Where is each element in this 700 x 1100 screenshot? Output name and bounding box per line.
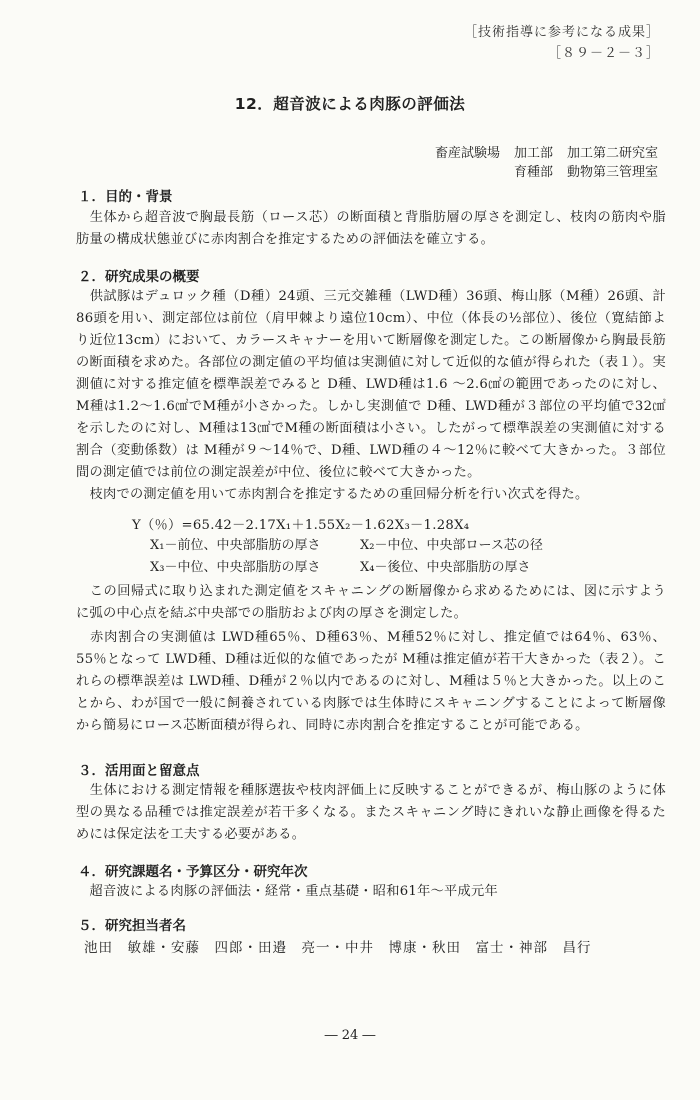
variable-definition: X₁－前位、中央部脂肪の厚さ — [150, 538, 321, 553]
section-heading-researchers: ５．研究担当者名 — [78, 918, 186, 934]
page-number: ― 24 ― — [324, 1028, 376, 1043]
page-title: 12．超音波による肉豚の評価法 — [234, 95, 466, 113]
section-body-usage: 生体における測定情報を種豚選抜や枝肉評価上に反映することができるが、梅山豚のように体型の異なる品種では推定誤差が若干多くなる。またスキャニング時にきれいな静止画像を得るためには保定法を工夫する必要がある。 — [76, 783, 666, 842]
results-paragraph-4: 赤肉割合の実測値は LWD種65％、D種63％、M種52％に対し、推定値では64％、63％、55％となって LWD種、D種は近似的な値であったが M種は推定値が若干大きかった（表２）。これらの標準誤差は LWD種、D種が２％以内であるのに対し、M種は５％と大きかった。以上のことから、わが国で一般に飼養されている肉豚では生体時にスキャニングすることによって断層像から簡易にロース芯断面積が得られ、同時に赤肉割合を推定することが可能である。 — [76, 630, 666, 733]
variable-definition: X₃－中位、中央部脂肪の厚さ — [150, 560, 321, 575]
variable-definition: X₂－中位、中央部ロース芯の径 — [360, 538, 543, 553]
report-tag-number: ［８９－２－３］ — [547, 46, 660, 61]
equation-variables — [150, 535, 543, 579]
affiliation-lab: 加工第二研究室 — [566, 146, 658, 161]
results-paragraph-2: 枝肉での測定値を用いて赤肉割合を推定するための重回帰分析を行い次式を得た。 — [76, 487, 589, 502]
results-paragraph-1: 供試豚はデュロック種（D種）24頭、三元交雑種（LWD種）36頭、梅山豚（M種）26頭、計86頭を用い、測定部位は前位（肩甲棘より遠位10cm）、中位（体長の½部位）、後位（寛結節より近位13cm）において、カラースキャナーを用いて断層像を測定した。この断層像から胸最長筋の断面積を求めた。各部位の測定値の平均値は実測値に対して近似的な値が得られた（表１）。実測値に対する推定値を標準誤差でみると D種、LWD種は1.6 ～2.6㎠の範囲であったのに対し、M種は1.2～1.6㎠でM種が小さかった。しかし実測値で D種、LWD種が３部位の平均値で32㎠を示したのに対し、M種は13㎠でM種の断面積は小さい。したがって標準誤差の実測値に対する割合（変動係数）は M種が９～14％で、D種、LWD種の４～12％に較べて大きかった。３部位間の測定値では前位の測定誤差が中位、後位に較べて大きかった。 — [76, 289, 666, 480]
affiliation-dept: 育種部 — [513, 165, 553, 180]
report-tag — [464, 22, 660, 64]
affiliation-block — [421, 144, 658, 182]
results-paragraph-3: この回帰式に取り込まれた測定値をスキャニングの断層像から求めるためには、図に示すように弧の中心点を結ぶ中央部での脂肪および肉の厚さを測定した。 — [76, 584, 666, 621]
regression-equation: Y（％）=65.42－2.17X₁＋1.55X₂－1.62X₃－1.28X₄ — [132, 518, 470, 533]
affiliation-org: 畜産試験場 — [434, 146, 500, 161]
section-body-project: 超音波による肉豚の評価法・経常・重点基礎・昭和61年～平成元年 — [76, 884, 499, 899]
section-body-purpose: 生体から超音波で胸最長筋（ロース芯）の断面積と背脂肪層の厚さを測定し、枝肉の筋肉や脂肪量の構成状態並びに赤肉割合を推定するための評価法を確立する。 — [76, 210, 666, 247]
section-heading-results: ２．研究成果の概要 — [78, 269, 200, 285]
affiliation-lab: 動物第三管理室 — [566, 165, 658, 180]
report-tag-category: ［技術指導に参考になる成果］ — [463, 25, 660, 40]
affiliation-dept: 加工部 — [513, 146, 553, 161]
affiliation-line-1 — [421, 144, 658, 163]
variable-definition: X₄－後位、中央部脂肪の厚さ — [360, 560, 531, 575]
affiliation-line-2 — [421, 163, 658, 182]
researcher-names: 池田 敏雄・安藤 四郎・田邉 亮一・中井 博康・秋田 富士・神部 昌行 — [84, 940, 592, 956]
section-heading-project: ４．研究課題名・予算区分・研究年次 — [78, 864, 308, 880]
section-heading-usage: ３．活用面と留意点 — [78, 763, 200, 779]
section-heading-purpose: １．目的・背景 — [78, 189, 173, 205]
